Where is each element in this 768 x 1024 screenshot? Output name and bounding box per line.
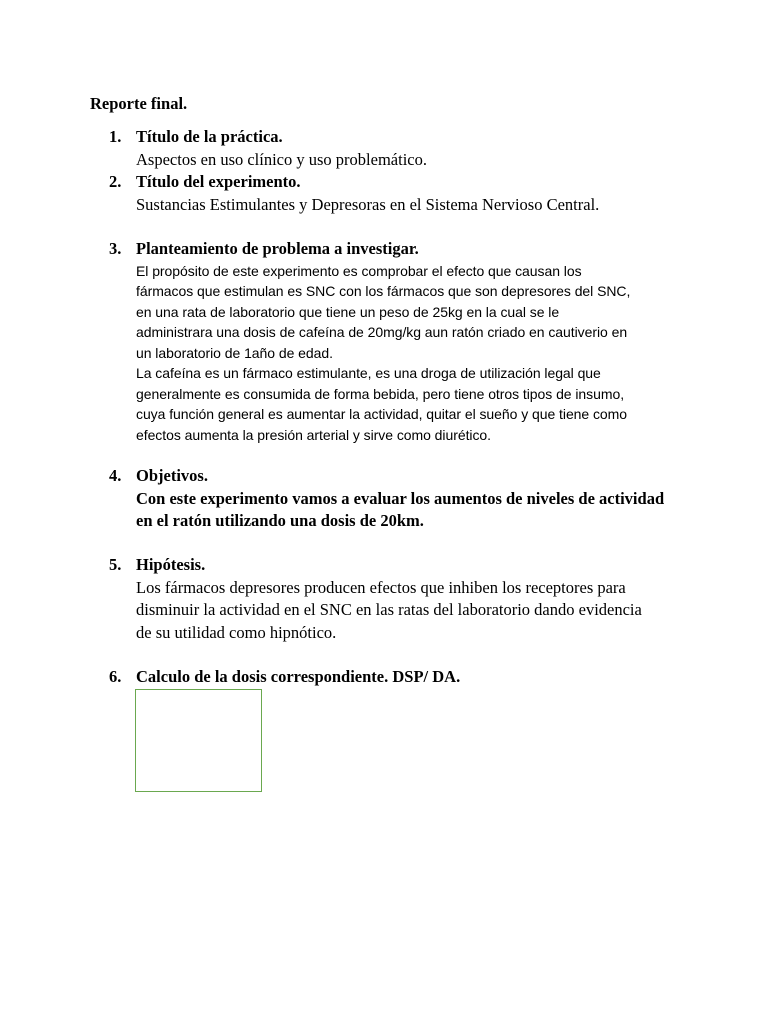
section-dose-calculation	[109, 666, 729, 689]
text-line: Sustancias Estimulantes y Depresoras en el Sistema Nervioso Central.	[136, 194, 600, 214]
section-heading: Título del experimento.	[136, 172, 301, 191]
section-text	[136, 261, 729, 446]
section-number: 1.	[109, 127, 122, 146]
text-line: Los fármacos depresores producen efectos que inhiben los receptores para	[136, 577, 626, 597]
text-line: Aspectos en uso clínico y uso problemático.	[136, 149, 427, 169]
section-objectives	[109, 465, 729, 533]
text-line: efectos aumenta la presión arterial y sirve como diurético.	[136, 426, 491, 443]
section-heading: Objetivos.	[136, 466, 208, 485]
dose-calculation-box	[135, 689, 262, 792]
section-heading: Planteamiento de problema a investigar.	[136, 239, 419, 258]
text-line: en una rata de laboratorio que tiene un peso de 25kg en la cual se le	[136, 303, 560, 320]
section-number: 5.	[109, 555, 122, 574]
section-text	[136, 149, 729, 172]
section-number: 2.	[109, 172, 122, 191]
text-line: fármacos que estimulan es SNC con los fármacos que son depresores del SNC,	[136, 283, 631, 299]
section-heading: Título de la práctica.	[136, 127, 283, 146]
text-line: El propósito de este experimento es comprobar el efecto que causan los	[136, 262, 582, 279]
section-experiment-title	[109, 171, 729, 216]
section-heading: Hipótesis.	[136, 555, 206, 574]
section-hypothesis	[109, 554, 729, 644]
section-heading: Calculo de la dosis correspondiente. DSP/ DA.	[136, 667, 461, 686]
section-text	[136, 488, 729, 533]
text-line: administrara una dosis de cafeína de 20mg/kg aun ratón criado en cautiverio en	[136, 324, 628, 340]
text-line: disminuir la actividad en el SNC en las ratas del laboratorio dando evidencia	[136, 600, 642, 619]
text-line: La cafeína es un fármaco estimulante, es una droga de utilización legal que	[136, 365, 601, 381]
section-problem-statement	[109, 238, 729, 445]
section-number: 3.	[109, 239, 122, 258]
section-number: 4.	[109, 466, 122, 485]
text-line: en el ratón utilizando una dosis de 20km.	[136, 511, 424, 530]
section-text	[136, 194, 729, 217]
text-line: generalmente es consumida de forma bebida, pero tiene otros tipos de insumo,	[136, 385, 625, 402]
text-line: Con este experimento vamos a evaluar los aumentos de niveles de actividad	[136, 488, 665, 508]
section-text	[136, 577, 729, 645]
report-title: Reporte final.	[90, 94, 188, 113]
text-line: cuya función general es aumentar la actividad, quitar el sueño y que tiene como	[136, 406, 628, 422]
section-number: 6.	[109, 667, 122, 686]
text-line: un laboratorio de 1año de edad.	[136, 344, 333, 361]
text-line: de su utilidad como hipnótico.	[136, 622, 337, 642]
section-practice-title	[109, 126, 729, 171]
